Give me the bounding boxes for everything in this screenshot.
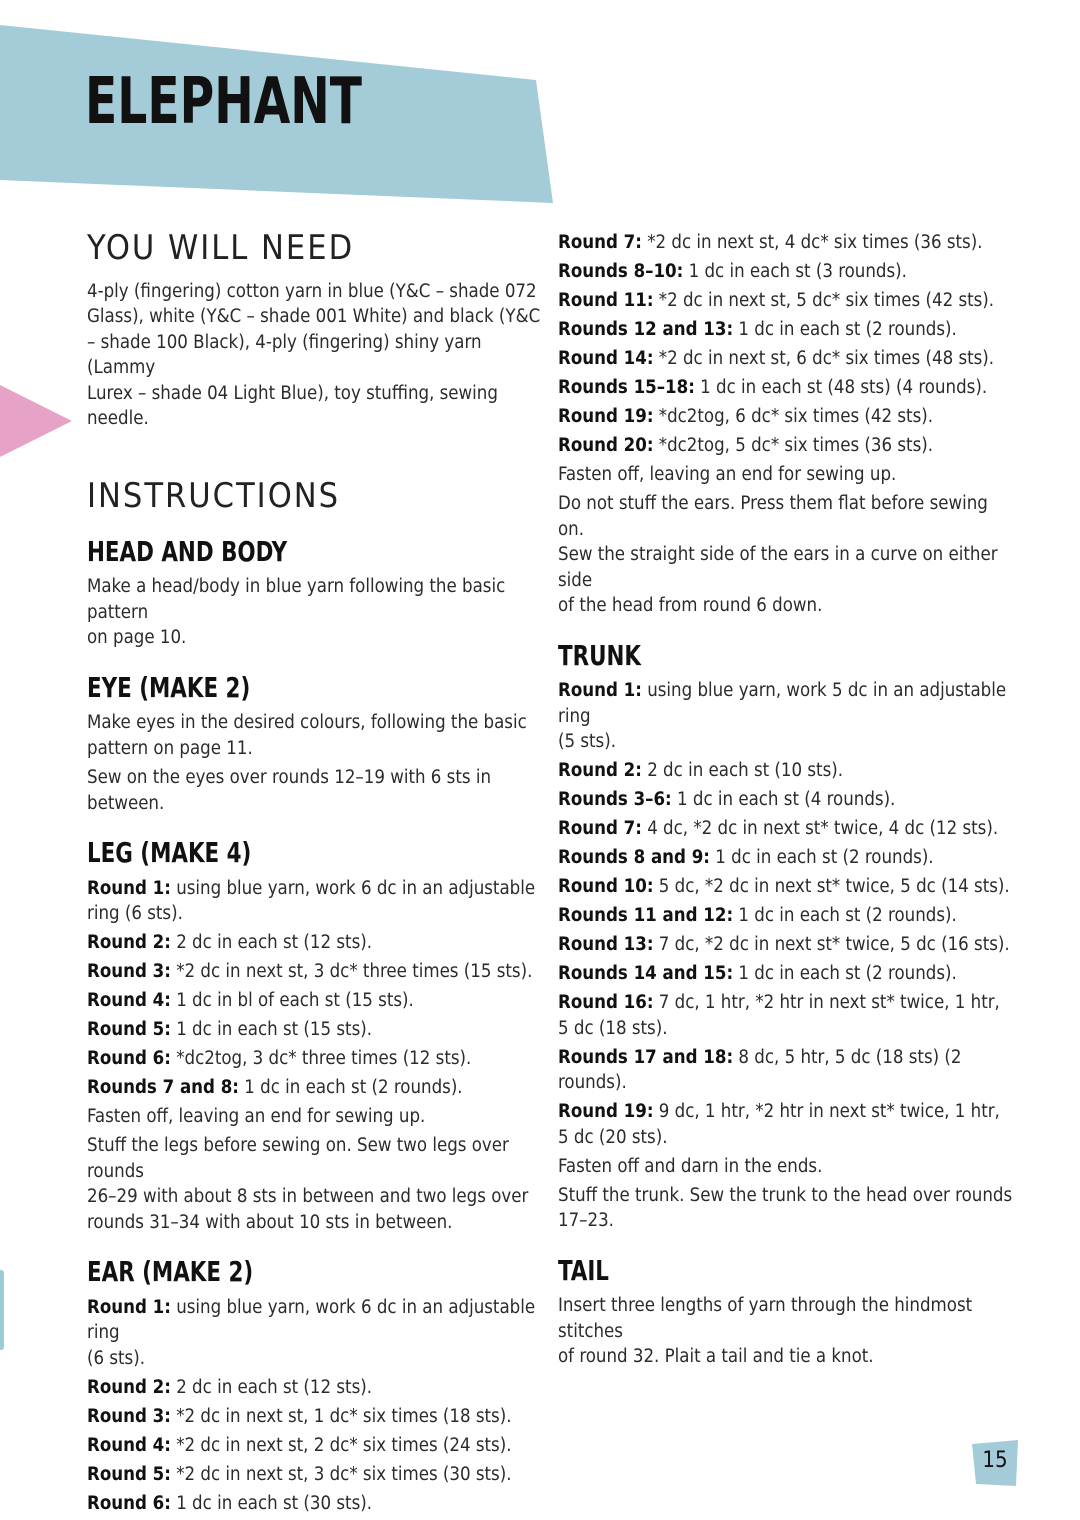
round-line: Round 2: 2 dc in each st (12 sts). <box>87 1376 373 1398</box>
eye-section <box>87 671 542 817</box>
fasten-text: Fasten off and darn in the ends. <box>558 1155 823 1177</box>
text-line: Make a head/body in blue yarn following the basic pattern <box>87 576 506 623</box>
round-line: Round 2: 2 dc in each st (12 sts). <box>87 932 373 954</box>
text-line: Make eyes in the desired colours, following the basic <box>87 712 527 734</box>
instructions-heading: INSTRUCTIONS <box>87 475 341 516</box>
pink-triangle-decoration <box>0 385 74 459</box>
trunk-heading: TRUNK <box>558 638 642 672</box>
round-line: Rounds 3–6: 1 dc in each st (4 rounds). <box>558 789 896 811</box>
round-line: Round 13: 7 dc, *2 dc in next st* twice, 5 dc (16 sts). <box>558 934 1010 956</box>
ear-heading: EAR (MAKE 2) <box>87 1255 254 1289</box>
materials-text <box>87 279 542 432</box>
tail-heading: TAIL <box>558 1253 609 1287</box>
text-line: – shade 100 Black), 4-ply (fingering) shiny yarn (Lammy <box>87 331 482 379</box>
text-line: Lurex – shade 04 Light Blue), toy stuffing, sewing needle. <box>87 382 498 430</box>
round-line: Round 19: 9 dc, 1 htr, *2 htr in next st* twice, 1 htr, 5 dc (20 sts). <box>558 1101 1000 1148</box>
text-line: 17–23. <box>558 1210 614 1232</box>
round-line: Round 2: 2 dc in each st (10 sts). <box>558 760 844 782</box>
ear-note-text <box>558 491 1013 619</box>
round-line: Round 1: using blue yarn, work 6 dc in an adjustable ring (6 sts). <box>87 877 536 925</box>
trunk-stuff-text <box>558 1183 1013 1234</box>
round-line: Round 4: 1 dc in bl of each st (15 sts). <box>87 990 414 1012</box>
round-line: Round 1: using blue yarn, work 5 dc in an adjustable ring (5 sts). <box>558 680 1007 753</box>
round-line: Round 20: *dc2tog, 5 dc* six times (36 sts). <box>558 435 934 456</box>
round-line: Rounds 11 and 12: 1 dc in each st (2 rounds). <box>558 905 957 927</box>
left-column <box>87 228 542 1520</box>
you-will-need-section <box>87 228 542 432</box>
round-line: Rounds 12 and 13: 1 dc in each st (2 rounds). <box>558 319 957 340</box>
round-line: Rounds 17 and 18: 8 dc, 5 htr, 5 dc (18 sts) (2 rounds). <box>558 1046 962 1094</box>
text-line: Stuff the trunk. Sew the trunk to the head over rounds <box>558 1184 1013 1206</box>
head-body-section <box>87 535 542 651</box>
ear-section <box>87 1255 542 1516</box>
round-line: Round 10: 5 dc, *2 dc in next st* twice, 5 dc (14 sts). <box>558 876 1010 898</box>
ear-continued-section <box>558 230 1013 619</box>
round-line: Round 16: 7 dc, 1 htr, *2 htr in next st* twice, 1 htr, 5 dc (18 sts). <box>558 992 1000 1039</box>
round-line: Rounds 8 and 9: 1 dc in each st (2 rounds). <box>558 847 934 869</box>
text-line: of round 32. Plait a tail and tie a knot. <box>558 1346 874 1368</box>
round-line: Round 14: *2 dc in next st, 6 dc* six times (48 sts). <box>558 348 995 369</box>
text-line: rounds 31–34 with about 10 sts in between. <box>87 1211 453 1233</box>
leg-section <box>87 836 542 1235</box>
tail-section <box>558 1254 1013 1370</box>
round-line: Round 7: *2 dc in next st, 4 dc* six times (36 sts). <box>558 232 983 253</box>
you-will-need-heading: YOU WILL NEED <box>87 228 355 268</box>
round-line: Round 19: *dc2tog, 6 dc* six times (42 sts). <box>558 406 934 427</box>
round-line: Round 5: *2 dc in next st, 3 dc* six times (30 sts). <box>87 1463 512 1485</box>
text-line: pattern on page 11. <box>87 737 253 759</box>
text-line: on page 10. <box>87 627 187 649</box>
eye-text <box>87 710 542 761</box>
trunk-section <box>558 639 1013 1234</box>
leg-heading: LEG (MAKE 4) <box>87 836 252 870</box>
fasten-text: Fasten off, leaving an end for sewing up. <box>558 464 897 485</box>
round-line: Rounds 14 and 15: 1 dc in each st (2 rounds). <box>558 963 957 985</box>
round-line: Rounds 15–18: 1 dc in each st (48 sts) (4 rounds). <box>558 377 988 398</box>
eye-heading: EYE (MAKE 2) <box>87 670 251 704</box>
round-line: Round 6: *dc2tog, 3 dc* three times (12 sts). <box>87 1048 472 1070</box>
page-number: 15 <box>982 1448 1008 1473</box>
round-line: Rounds 8–10: 1 dc in each st (3 rounds). <box>558 261 907 282</box>
fasten-text: Fasten off, leaving an end for sewing up. <box>87 1106 426 1128</box>
round-line: Round 11: *2 dc in next st, 5 dc* six times (42 sts). <box>558 290 995 311</box>
text-line: Insert three lengths of yarn through the hindmost stitches <box>558 1295 973 1342</box>
round-line: Round 3: *2 dc in next st, 1 dc* six times (18 sts). <box>87 1405 512 1427</box>
text-line: Sew the straight side of the ears in a curve on either side <box>558 544 998 591</box>
round-line: Round 6: 1 dc in each st (30 sts). <box>87 1492 373 1514</box>
round-line: Round 3: *2 dc in next st, 3 dc* three times (15 sts). <box>87 961 533 983</box>
head-body-text <box>87 574 542 651</box>
text-line: Stuff the legs before sewing on. Sew two legs over rounds <box>87 1135 509 1182</box>
round-line: Rounds 7 and 8: 1 dc in each st (2 rounds). <box>87 1077 463 1099</box>
head-body-heading: HEAD AND BODY <box>87 534 288 568</box>
text-line: Do not stuff the ears. Press them flat before sewing on. <box>558 493 988 540</box>
text-line: of the head from round 6 down. <box>558 595 823 616</box>
right-column <box>558 230 1013 1374</box>
eye-note: Sew on the eyes over rounds 12–19 with 6 sts in between. <box>87 767 491 814</box>
round-line: Round 7: 4 dc, *2 dc in next st* twice, 4 dc (12 sts). <box>558 818 999 840</box>
page-number-badge <box>970 1440 1020 1488</box>
text-line: 4-ply (fingering) cotton yarn in blue (Y&C – shade 072 <box>87 280 537 302</box>
page-title: ELEPHANT <box>85 65 362 139</box>
tail-text <box>558 1293 1013 1370</box>
text-line: Glass), white (Y&C – shade 001 White) and black (Y&C <box>87 306 541 328</box>
leg-stuff-text <box>87 1133 542 1235</box>
edge-decoration <box>0 1270 4 1350</box>
round-line: Round 1: using blue yarn, work 6 dc in an adjustable ring (6 sts). <box>87 1296 536 1369</box>
round-line: Round 4: *2 dc in next st, 2 dc* six times (24 sts). <box>87 1434 512 1456</box>
round-line: Round 5: 1 dc in each st (15 sts). <box>87 1019 373 1041</box>
text-line: 26–29 with about 8 sts in between and two legs over <box>87 1186 529 1208</box>
